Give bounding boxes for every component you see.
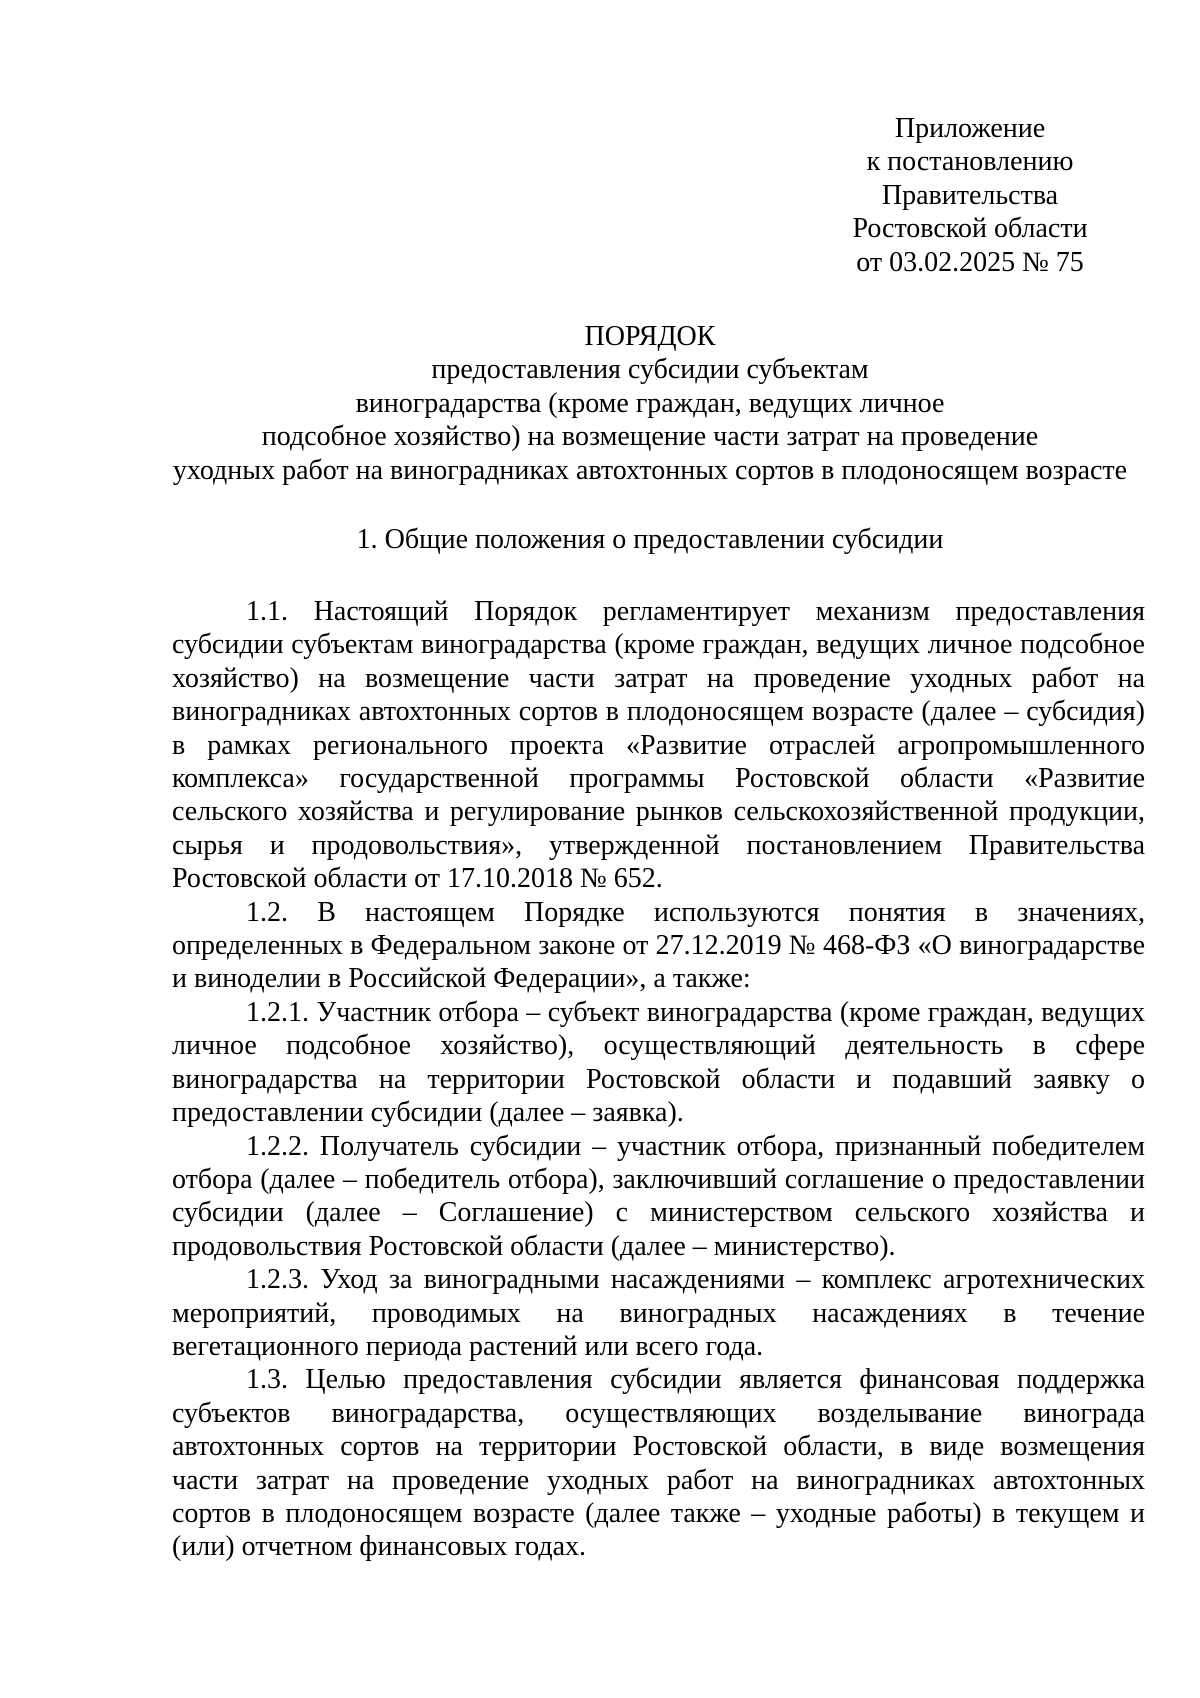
paragraph-1-2-1: 1.2.1. Участник отбора – субъект виноградарства (кроме граждан, ведущих личное подсобное хозяйство), осуществляющий деятельность в сфере виноградарства на территории Ростовской области и подавший заявку о предоставлении субсидии (далее – заявка). bbox=[172, 996, 1145, 1129]
paragraph-1-1: 1.1. Настоящий Порядок регламентирует механизм предоставления субсидии субъектам виноградарства (кроме граждан, ведущих личное подсобное хозяйство) на возмещение части затрат на проведение уходных работ на виноградниках автохтонных сортов в плодоносящем возрасте (далее – субсидия) в рамках регионального проекта «Развитие отраслей агропромышленного комплекса» государственной программы Ростовской области «Развитие сельского хозяйства и регулирование рынков сельскохозяйственной продукции, сырья и продовольствия», утвержденной постановлением Правительства Ростовской области от 17.10.2018 № 652. bbox=[172, 596, 1145, 895]
document-subtitle-line: предоставления субсидии субъектам bbox=[431, 354, 869, 386]
appendix-line: от 03.02.2025 № 75 bbox=[856, 246, 1084, 278]
document-body bbox=[172, 595, 1145, 1564]
paragraph-1-2-3: 1.2.3. Уход за виноградными насаждениями – комплекс агротехнических мероприятий, проводимых на виноградных насаждениях в течение вегетационного периода растений или всего года. bbox=[172, 1264, 1145, 1362]
document-subtitle-line: виноградарства (кроме граждан, ведущих личное bbox=[355, 387, 945, 419]
appendix-block bbox=[820, 112, 1120, 279]
paragraph-1-2: 1.2. В настоящем Порядке используются понятия в значениях, определенных в Федеральном законе от 27.12.2019 № 468-ФЗ «О виноградарстве и виноделии в Российской Федерации», а также: bbox=[172, 896, 1145, 995]
appendix-line: Приложение bbox=[894, 113, 1046, 144]
document-subtitle-line: уходных работ на виноградниках автохтонных сортов в плодоносящем возрасте bbox=[172, 454, 1128, 486]
paragraph-1-3: 1.3. Целью предоставления субсидии является финансовая поддержка субъектов виноградарства, осуществляющих возделывание винограда автохтонных сортов на территории Ростовской области, в виде возмещения части затрат на проведение уходных работ на виноградниках автохтонных сортов в плодоносящем возрасте (далее также – уходные работы) в текущем и (или) отчетном финансовых годах. bbox=[172, 1364, 1145, 1563]
paragraph-1-2-2: 1.2.2. Получатель субсидии – участник отбора, признанный победителем отбора (далее – победитель отбора), заключивший соглашение о предоставлении субсидии (далее – Соглашение) с министерством сельского хозяйства и продовольствия Ростовской области (далее – министерство). bbox=[172, 1130, 1145, 1262]
appendix-line: Правительства bbox=[881, 179, 1059, 211]
section-heading: 1. Общие положения о предоставлении субсидии bbox=[356, 524, 944, 555]
document-title-block bbox=[170, 320, 1130, 487]
document-subtitle-line: подсобное хозяйство) на возмещение части затрат на проведение bbox=[261, 421, 1039, 453]
appendix-line: к постановлению bbox=[866, 146, 1074, 178]
document-title: ПОРЯДОК bbox=[584, 321, 716, 352]
appendix-line: Ростовской области bbox=[852, 213, 1088, 245]
